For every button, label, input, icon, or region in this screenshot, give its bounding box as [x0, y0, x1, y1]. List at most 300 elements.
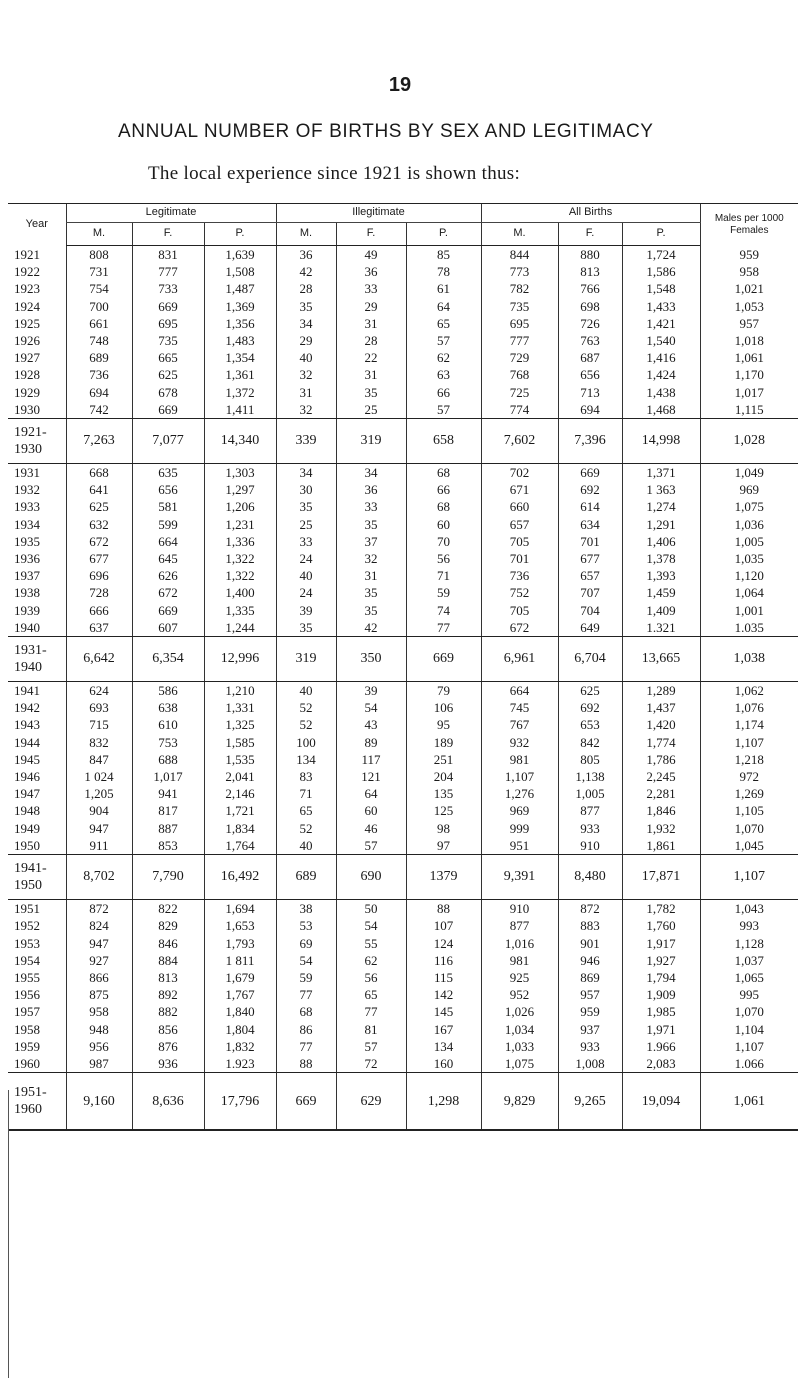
value-cell: 1,437	[622, 699, 700, 716]
value-cell: 1,985	[622, 1003, 700, 1020]
value-cell: 677	[66, 550, 132, 567]
value-cell: 38	[276, 900, 336, 918]
value-cell: 77	[336, 1003, 406, 1020]
value-cell: 656	[558, 366, 622, 383]
value-cell: 904	[66, 802, 132, 819]
value-cell: 22	[336, 349, 406, 366]
year-cell: 1944	[14, 734, 40, 750]
value-cell: 763	[558, 332, 622, 349]
value-cell: 29	[276, 332, 336, 349]
decade-total-cell: 14,998	[622, 419, 700, 464]
value-cell: 829	[132, 917, 204, 934]
value-cell: 106	[406, 699, 481, 716]
value-cell: 707	[558, 584, 622, 601]
table-row	[8, 516, 798, 533]
value-cell: 1,917	[622, 935, 700, 952]
value-cell: 669	[132, 298, 204, 315]
value-cell: 701	[481, 550, 558, 567]
table-row	[8, 280, 798, 297]
value-cell: 824	[66, 917, 132, 934]
value-cell: 64	[336, 785, 406, 802]
value-cell: 1,804	[204, 1021, 276, 1038]
value-cell: 586	[132, 682, 204, 700]
value-cell: 40	[276, 349, 336, 366]
value-cell: 748	[66, 332, 132, 349]
value-cell: 936	[132, 1055, 204, 1073]
value-cell: 60	[406, 516, 481, 533]
value-cell: 1,289	[622, 682, 700, 700]
year-cell: 1925	[14, 315, 40, 331]
value-cell: 1,322	[204, 567, 276, 584]
decade-total-cell: 6,354	[132, 637, 204, 682]
table-row	[8, 900, 798, 918]
year-cell: 1955	[14, 969, 40, 985]
value-cell: 869	[558, 969, 622, 986]
value-cell: 742	[66, 401, 132, 419]
year-cell: 1959	[14, 1038, 40, 1054]
value-cell: 951	[481, 837, 558, 855]
value-cell: 134	[276, 751, 336, 768]
page-subtitle: The local experience since 1921 is shown thus:	[148, 163, 521, 184]
value-cell: 1,548	[622, 280, 700, 297]
value-cell: 1,104	[700, 1021, 798, 1038]
table-row	[8, 332, 798, 349]
decade-total-cell: 6,961	[481, 637, 558, 682]
value-cell: 1,065	[700, 969, 798, 986]
table-row	[8, 384, 798, 401]
value-cell: 1,764	[204, 837, 276, 855]
year-cell: 1950	[8, 837, 66, 855]
value-cell: 1,035	[700, 550, 798, 567]
value-cell: 32	[276, 401, 336, 419]
value-cell: 1,653	[204, 917, 276, 934]
decade-summary-row	[8, 419, 798, 464]
value-cell: 774	[481, 401, 558, 419]
decade-total-cell: 690	[336, 855, 406, 900]
value-cell: 1 024	[66, 768, 132, 785]
decade-total-cell: 1,298	[406, 1073, 481, 1131]
value-cell: 62	[336, 952, 406, 969]
value-cell: 1,045	[700, 837, 798, 855]
decade-total-cell: 8,636	[132, 1073, 204, 1131]
value-cell: 52	[276, 699, 336, 716]
table-row	[8, 366, 798, 383]
value-cell: 656	[132, 481, 204, 498]
decade-label: 1931-1940	[8, 637, 66, 682]
value-cell: 88	[276, 1055, 336, 1073]
value-cell: 57	[336, 837, 406, 855]
value-cell: 668	[66, 464, 132, 482]
value-cell: 60	[336, 802, 406, 819]
value-cell: 842	[558, 734, 622, 751]
col-f: F.	[336, 223, 406, 246]
value-cell: 1,034	[481, 1021, 558, 1038]
left-margin-rule	[8, 1090, 9, 1378]
value-cell: 661	[66, 315, 132, 332]
value-cell: 887	[132, 820, 204, 837]
value-cell: 872	[558, 900, 622, 918]
value-cell: 664	[132, 533, 204, 550]
value-cell: 702	[481, 464, 558, 482]
table-row	[8, 682, 798, 700]
value-cell: 107	[406, 917, 481, 934]
value-cell: 68	[406, 498, 481, 515]
table-row	[8, 716, 798, 733]
value-cell: 39	[276, 602, 336, 619]
table-row	[8, 820, 798, 837]
value-cell: 634	[558, 516, 622, 533]
value-cell: 1,231	[204, 516, 276, 533]
value-cell: 731	[66, 263, 132, 280]
year-cell: 1938	[14, 585, 40, 601]
decade-label: 1921-1930	[8, 419, 66, 464]
year-cell: 1937	[14, 568, 40, 584]
value-cell: 2,083	[622, 1055, 700, 1073]
value-cell: 735	[132, 332, 204, 349]
value-cell: 694	[66, 384, 132, 401]
value-cell: 1,037	[700, 952, 798, 969]
value-cell: 1,244	[204, 619, 276, 637]
value-cell: 66	[406, 481, 481, 498]
value-cell: 637	[66, 619, 132, 637]
value-cell: 1,393	[622, 567, 700, 584]
value-cell: 2,281	[622, 785, 700, 802]
value-cell: 116	[406, 952, 481, 969]
value-cell: 77	[276, 1038, 336, 1055]
value-cell: 59	[406, 584, 481, 601]
value-cell: 1,269	[700, 785, 798, 802]
table-row	[8, 481, 798, 498]
value-cell: 705	[481, 533, 558, 550]
year-cell: 1936	[14, 551, 40, 567]
year-cell: 1943	[14, 717, 40, 733]
value-cell: 135	[406, 785, 481, 802]
value-cell: 31	[276, 384, 336, 401]
value-cell: 846	[132, 935, 204, 952]
year-cell: 1952	[14, 918, 40, 934]
value-cell: 1,105	[700, 802, 798, 819]
value-cell: 1,782	[622, 900, 700, 918]
value-cell: 1,909	[622, 986, 700, 1003]
value-cell: 1,927	[622, 952, 700, 969]
decade-summary-row	[8, 1073, 798, 1131]
value-cell: 32	[276, 366, 336, 383]
col-p: P.	[622, 223, 700, 246]
value-cell: 726	[558, 315, 622, 332]
table-row	[8, 837, 798, 855]
value-cell: 134	[406, 1038, 481, 1055]
value-cell: 987	[66, 1055, 132, 1073]
value-cell: 705	[481, 602, 558, 619]
decade-total-cell: 7,263	[66, 419, 132, 464]
value-cell: 672	[132, 584, 204, 601]
value-cell: 1,786	[622, 751, 700, 768]
value-cell: 947	[66, 820, 132, 837]
value-cell: 62	[406, 349, 481, 366]
value-cell: 1,218	[700, 751, 798, 768]
value-cell: 115	[406, 969, 481, 986]
value-cell: 625	[132, 366, 204, 383]
value-cell: 822	[132, 900, 204, 918]
value-cell: 189	[406, 734, 481, 751]
value-cell: 1,107	[700, 1038, 798, 1055]
value-cell: 1,021	[700, 280, 798, 297]
value-cell: 56	[336, 969, 406, 986]
value-cell: 672	[66, 533, 132, 550]
value-cell: 28	[276, 280, 336, 297]
value-cell: 100	[276, 734, 336, 751]
value-cell: 1 363	[622, 481, 700, 498]
decade-total-cell: 350	[336, 637, 406, 682]
value-cell: 735	[481, 298, 558, 315]
col-m: M.	[481, 223, 558, 246]
value-cell: 745	[481, 699, 558, 716]
decade-total-cell: 1,038	[700, 637, 798, 682]
value-cell: 35	[336, 384, 406, 401]
value-cell: 1,354	[204, 349, 276, 366]
value-cell: 54	[276, 952, 336, 969]
value-cell: 28	[336, 332, 406, 349]
value-cell: 999	[481, 820, 558, 837]
value-cell: 883	[558, 917, 622, 934]
value-cell: 1,774	[622, 734, 700, 751]
table-row	[8, 1038, 798, 1055]
decade-total-cell: 9,391	[481, 855, 558, 900]
value-cell: 995	[700, 986, 798, 1003]
value-cell: 1,120	[700, 567, 798, 584]
col-f: F.	[132, 223, 204, 246]
value-cell: 33	[276, 533, 336, 550]
value-cell: 877	[481, 917, 558, 934]
all-births-header: All Births	[481, 204, 700, 223]
value-cell: 1,721	[204, 802, 276, 819]
value-cell: 1,794	[622, 969, 700, 986]
value-cell: 981	[481, 952, 558, 969]
value-cell: 581	[132, 498, 204, 515]
value-cell: 1,540	[622, 332, 700, 349]
year-cell: 1922	[14, 264, 40, 280]
value-cell: 40	[276, 567, 336, 584]
value-cell: 910	[481, 900, 558, 918]
value-cell: 773	[481, 263, 558, 280]
value-cell: 95	[406, 716, 481, 733]
value-cell: 2,245	[622, 768, 700, 785]
value-cell: 1,433	[622, 298, 700, 315]
value-cell: 649	[558, 619, 622, 637]
value-cell: 251	[406, 751, 481, 768]
table-row	[8, 584, 798, 601]
value-cell: 50	[336, 900, 406, 918]
value-cell: 1,760	[622, 917, 700, 934]
value-cell: 68	[276, 1003, 336, 1020]
value-cell: 753	[132, 734, 204, 751]
value-cell: 813	[558, 263, 622, 280]
value-cell: 666	[66, 602, 132, 619]
value-cell: 160	[406, 1055, 481, 1073]
value-cell: 754	[66, 280, 132, 297]
value-cell: 86	[276, 1021, 336, 1038]
value-cell: 37	[336, 533, 406, 550]
value-cell: 664	[481, 682, 558, 700]
value-cell: 57	[406, 332, 481, 349]
value-cell: 1,639	[204, 246, 276, 264]
value-cell: 777	[132, 263, 204, 280]
value-cell: 1,303	[204, 464, 276, 482]
table-row	[8, 315, 798, 332]
decade-total-cell: 8,702	[66, 855, 132, 900]
value-cell: 952	[481, 986, 558, 1003]
value-cell: 1,210	[204, 682, 276, 700]
value-cell: 752	[481, 584, 558, 601]
value-cell: 1,107	[700, 734, 798, 751]
year-cell: 1928	[14, 367, 40, 383]
value-cell: 672	[481, 619, 558, 637]
value-cell: 947	[66, 935, 132, 952]
value-cell: 1,834	[204, 820, 276, 837]
value-cell: 1,291	[622, 516, 700, 533]
value-cell: 33	[336, 280, 406, 297]
decade-total-cell: 6,704	[558, 637, 622, 682]
value-cell: 993	[700, 917, 798, 934]
value-cell: 624	[66, 682, 132, 700]
value-cell: 1,438	[622, 384, 700, 401]
value-cell: 910	[558, 837, 622, 855]
value-cell: 1,406	[622, 533, 700, 550]
value-cell: 53	[276, 917, 336, 934]
value-cell: 34	[336, 464, 406, 482]
table-row	[8, 785, 798, 802]
value-cell: 692	[558, 699, 622, 716]
value-cell: 35	[336, 602, 406, 619]
value-cell: 24	[276, 584, 336, 601]
value-cell: 1,070	[700, 820, 798, 837]
value-cell: 65	[276, 802, 336, 819]
value-cell: 1,049	[700, 464, 798, 482]
value-cell: 25	[276, 516, 336, 533]
year-cell: 1924	[14, 298, 40, 314]
value-cell: 1,005	[558, 785, 622, 802]
year-cell: 1948	[14, 803, 40, 819]
value-cell: 1,335	[204, 602, 276, 619]
value-cell: 1,971	[622, 1021, 700, 1038]
decade-total-cell: 1,107	[700, 855, 798, 900]
value-cell: 777	[481, 332, 558, 349]
value-cell: 52	[276, 820, 336, 837]
year-cell: 1927	[14, 350, 40, 366]
value-cell: 31	[336, 567, 406, 584]
value-cell: 669	[132, 602, 204, 619]
decade-total-cell: 9,160	[66, 1073, 132, 1131]
value-cell: 958	[66, 1003, 132, 1020]
decade-total-cell: 7,077	[132, 419, 204, 464]
value-cell: 46	[336, 820, 406, 837]
value-cell: 65	[336, 986, 406, 1003]
table-row	[8, 969, 798, 986]
value-cell: 34	[276, 315, 336, 332]
value-cell: 145	[406, 1003, 481, 1020]
value-cell: 941	[132, 785, 204, 802]
table-row	[8, 734, 798, 751]
value-cell: 79	[406, 682, 481, 700]
value-cell: 31	[336, 315, 406, 332]
value-cell: 1,694	[204, 900, 276, 918]
value-cell: 736	[481, 567, 558, 584]
value-cell: 1,378	[622, 550, 700, 567]
value-cell: 32	[336, 550, 406, 567]
value-cell: 1,420	[622, 716, 700, 733]
value-cell: 68	[406, 464, 481, 482]
value-cell: 81	[336, 1021, 406, 1038]
table-row	[8, 952, 798, 969]
value-cell: 1,793	[204, 935, 276, 952]
value-cell: 25	[336, 401, 406, 419]
decade-total-cell: 16,492	[204, 855, 276, 900]
value-cell: 1,017	[132, 768, 204, 785]
table-row	[8, 401, 798, 419]
decade-summary-row	[8, 855, 798, 900]
value-cell: 1,115	[700, 401, 798, 419]
value-cell: 1.321	[622, 619, 700, 637]
value-cell: 36	[336, 263, 406, 280]
year-cell: 1926	[14, 333, 40, 349]
value-cell: 1,372	[204, 384, 276, 401]
col-p: P.	[406, 223, 481, 246]
value-cell: 124	[406, 935, 481, 952]
value-cell: 853	[132, 837, 204, 855]
value-cell: 1,107	[481, 768, 558, 785]
value-cell: 698	[558, 298, 622, 315]
value-cell: 65	[406, 315, 481, 332]
value-cell: 39	[336, 682, 406, 700]
value-cell: 1,487	[204, 280, 276, 297]
table-row	[8, 602, 798, 619]
value-cell: 1,001	[700, 602, 798, 619]
year-cell: 1939	[14, 602, 40, 618]
value-cell: 88	[406, 900, 481, 918]
value-cell: 957	[558, 986, 622, 1003]
value-cell: 614	[558, 498, 622, 515]
value-cell: 1,128	[700, 935, 798, 952]
value-cell: 856	[132, 1021, 204, 1038]
table-row	[8, 768, 798, 785]
legitimate-header: Legitimate	[66, 204, 276, 223]
value-cell: 969	[481, 802, 558, 819]
value-cell: 89	[336, 734, 406, 751]
value-cell: 24	[276, 550, 336, 567]
value-cell: 1,322	[204, 550, 276, 567]
table-row	[8, 1003, 798, 1020]
value-cell: 1.923	[204, 1055, 276, 1073]
value-cell: 54	[336, 699, 406, 716]
value-cell: 635	[132, 464, 204, 482]
value-cell: 35	[276, 498, 336, 515]
table-row	[8, 935, 798, 952]
table-row	[8, 550, 798, 567]
decade-total-cell: 658	[406, 419, 481, 464]
value-cell: 1,297	[204, 481, 276, 498]
value-cell: 959	[558, 1003, 622, 1020]
table-row	[8, 349, 798, 366]
value-cell: 1,016	[481, 935, 558, 952]
value-cell: 36	[336, 481, 406, 498]
value-cell: 695	[132, 315, 204, 332]
value-cell: 1,508	[204, 263, 276, 280]
value-cell: 695	[481, 315, 558, 332]
value-cell: 83	[276, 768, 336, 785]
value-cell: 715	[66, 716, 132, 733]
value-cell: 669	[558, 464, 622, 482]
value-cell: 1,138	[558, 768, 622, 785]
